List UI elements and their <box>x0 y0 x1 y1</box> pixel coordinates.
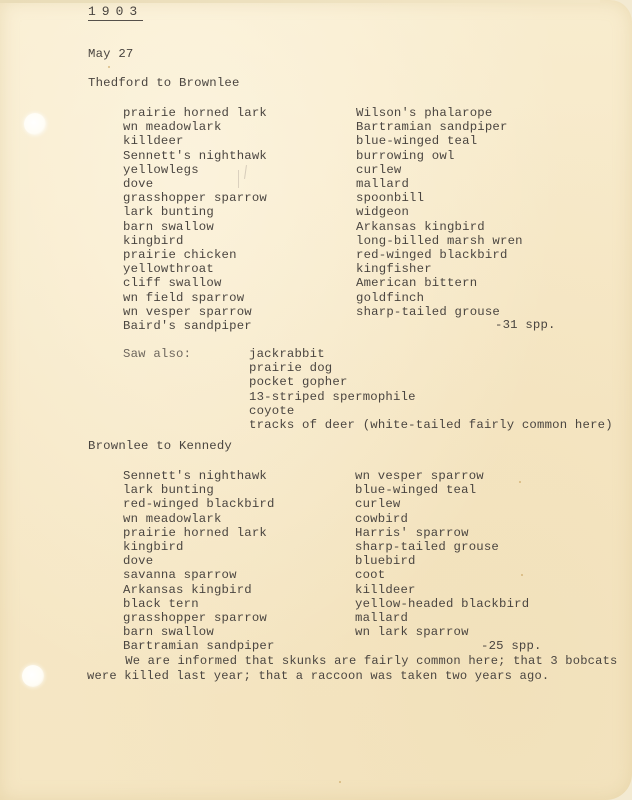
list-item: Arkansas kingbird <box>123 582 252 597</box>
list-item: killdeer <box>355 582 416 597</box>
list-item: grasshopper sparrow <box>123 191 268 206</box>
list-item: blue-winged teal <box>356 134 478 149</box>
punch-hole-bottom <box>22 665 44 687</box>
list-item: jackrabbit <box>249 347 325 361</box>
species-list-left-1 <box>123 106 267 333</box>
list-item: prairie horned lark <box>123 525 268 540</box>
list-item: yellowthroat <box>123 262 214 277</box>
paper-speck <box>339 781 341 783</box>
list-item: Bartramian sandpiper <box>356 120 508 135</box>
list-item: red-winged blackbird <box>356 248 508 263</box>
list-item: barn swallow <box>123 219 214 234</box>
list-item: blue-winged teal <box>355 483 477 498</box>
page-top-edge <box>0 0 600 3</box>
list-item: wn vesper sparrow <box>123 304 252 319</box>
punch-hole-top <box>24 113 46 135</box>
list-item: sharp-tailed grouse <box>356 304 501 319</box>
saw-also-list <box>249 347 613 432</box>
list-item: dove <box>123 177 154 192</box>
species-count-2: -25 spp. <box>481 639 542 653</box>
document-year: 1903 <box>88 4 144 19</box>
entry-date: May 27 <box>88 47 134 61</box>
list-item: Arkansas kingbird <box>356 219 485 234</box>
list-item: prairie horned lark <box>123 106 268 120</box>
list-item: red-winged blackbird <box>123 497 275 512</box>
list-item: goldfinch <box>356 290 425 305</box>
list-item: lark bunting <box>123 483 214 498</box>
list-item: barn swallow <box>123 625 214 640</box>
list-item: wn field sparrow <box>123 290 245 305</box>
list-item: spoonbill <box>356 191 425 206</box>
list-item: mallard <box>355 611 409 626</box>
list-item: savanna sparrow <box>123 568 237 583</box>
list-item: dove <box>123 554 154 569</box>
list-item: mallard <box>356 177 410 192</box>
list-item: black tern <box>123 596 199 611</box>
list-item: wn meadowlark <box>123 120 222 135</box>
list-item: Wilson's phalarope <box>356 106 493 120</box>
list-item: curlew <box>356 162 402 177</box>
list-item: Sennett's nighthawk <box>123 148 268 163</box>
list-item: coot <box>355 568 386 583</box>
list-item: wn vesper sparrow <box>355 469 484 483</box>
list-item: sharp-tailed grouse <box>355 540 500 555</box>
list-item: wn lark sparrow <box>355 625 469 640</box>
list-item: Baird's sandpiper <box>123 319 252 334</box>
species-list-right-2 <box>355 469 529 639</box>
species-list-left-2 <box>123 469 275 654</box>
list-item: widgeon <box>356 205 410 220</box>
list-item: kingbird <box>123 233 184 248</box>
species-count-1: -31 spp. <box>495 318 556 332</box>
note-line-2: were killed last year; that a raccoon was taken two years ago. <box>87 669 550 683</box>
list-item: kingbird <box>123 540 184 555</box>
list-item: killdeer <box>123 134 184 149</box>
list-item: coyote <box>249 403 295 418</box>
list-item: prairie chicken <box>123 248 237 263</box>
list-item: tracks of deer (white-tailed fairly common here) <box>249 418 613 433</box>
list-item: cliff swallow <box>123 276 222 291</box>
list-item: kingfisher <box>356 262 432 277</box>
list-item: yellowlegs <box>123 162 199 177</box>
list-item: American bittern <box>356 276 478 291</box>
species-list-right-1 <box>356 106 523 319</box>
section-heading-brownlee-kennedy: Brownlee to Kennedy <box>88 439 233 453</box>
list-item: bluebird <box>355 554 416 569</box>
list-item: grasshopper sparrow <box>123 611 268 626</box>
list-item: Harris' sparrow <box>355 525 469 540</box>
list-item: pocket gopher <box>249 375 348 390</box>
list-item: wn meadowlark <box>123 511 222 526</box>
list-item: Bartramian sandpiper <box>123 639 275 654</box>
list-item: burrowing owl <box>356 148 455 163</box>
list-item: cowbird <box>355 511 409 526</box>
list-item: lark bunting <box>123 205 214 220</box>
saw-also-label: Saw also: <box>123 347 192 361</box>
list-item: yellow-headed blackbird <box>355 596 530 611</box>
note-line-1: We are informed that skunks are fairly common here; that 3 bobcats <box>88 654 618 668</box>
list-item: Sennett's nighthawk <box>123 469 268 483</box>
list-item: 13-striped spermophile <box>249 389 416 404</box>
paper-speck <box>108 66 110 68</box>
section-heading-thedford-brownlee: Thedford to Brownlee <box>88 76 240 90</box>
list-item: long-billed marsh wren <box>356 233 523 248</box>
list-item: curlew <box>355 497 401 512</box>
list-item: prairie dog <box>249 361 333 376</box>
